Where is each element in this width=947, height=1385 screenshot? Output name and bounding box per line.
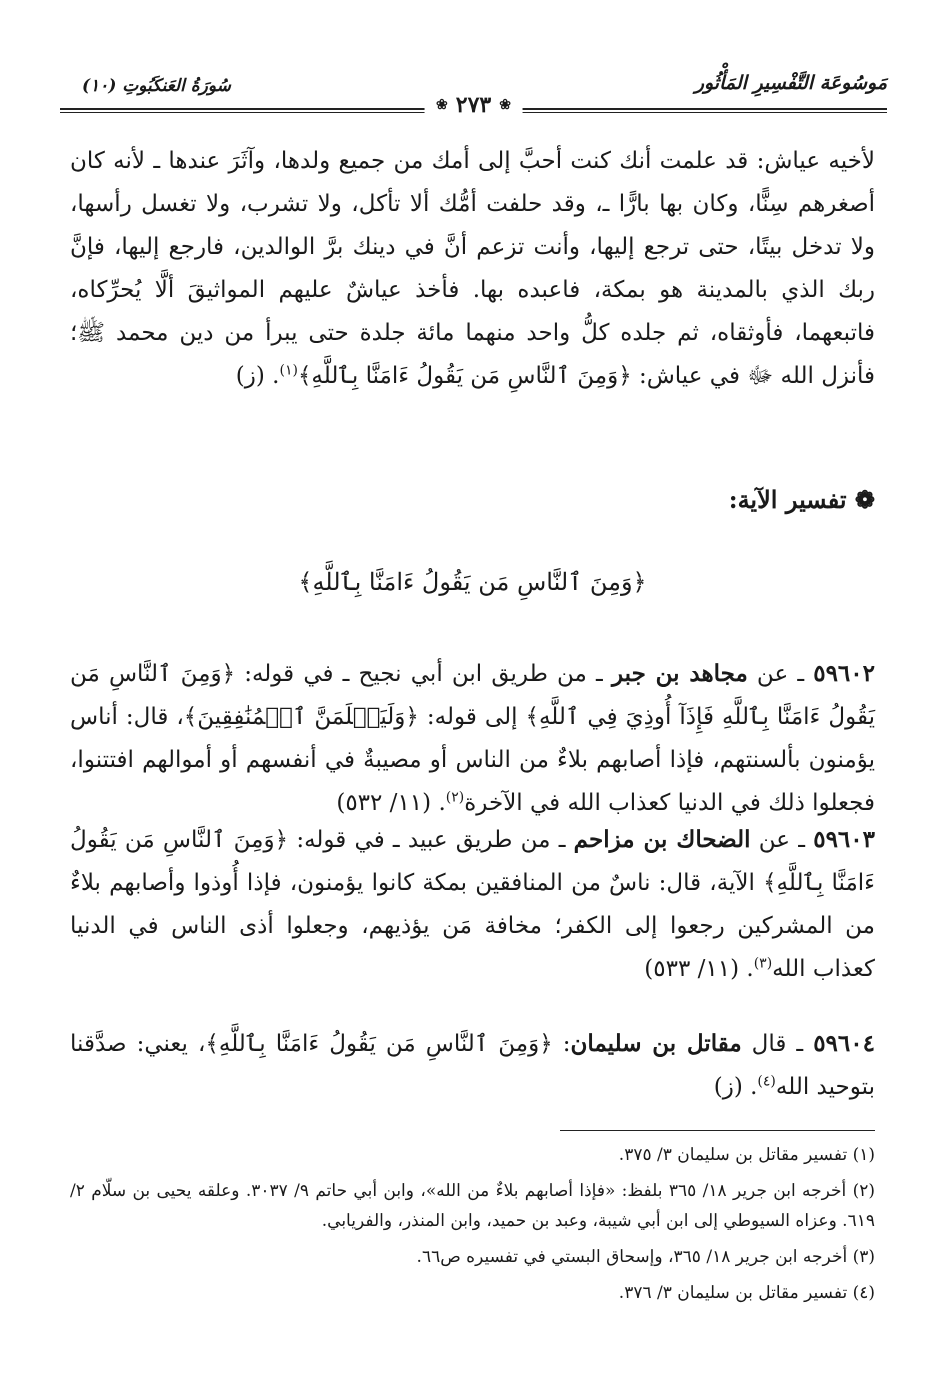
entry-number: ٥٩٦٠٣ [813, 826, 875, 853]
narrator-name: الضحاك بن مزاحم [573, 826, 751, 853]
page-number: ٢٧٣ [455, 92, 492, 118]
entry-text: : ﴿وَمِنَ ٱلنَّاسِ مَن يَقُولُ ءَامَنَّا بِٱللَّهِ﴾، يعني: صدَّقنا بتوحيد الله [70, 1031, 875, 1100]
intro-paragraph [70, 140, 875, 398]
entry-text: ـ من طريق ابن أبي نجيح ـ في قوله: ﴿وَمِنَ ٱلنَّاسِ مَن يَقُولُ ءَامَنَّا بِٱللَّهِ فَإِذَآ أُوذِيَ فِي ٱللَّهِ﴾ إلى قوله: ﴿وَلَيَعۡلَمَنَّ ٱلۡمُنَٰفِقِينَ﴾، قال: أناس يؤمنون بألسنتهم، فإذا أصابهم بلاءٌ من الناس أو مصيبةٌ في أنفسهم أو أموالهم افتتنوا، فجعلوا ذلك في الدنيا كعذاب الله في الآخرة [70, 661, 875, 816]
surah-label: سُورَةُ العَنكَبُوتِ (١٠) [82, 76, 231, 96]
footnote: (٤) تفسير مقاتل بن سليمان ٣/ ٣٧٦. [618, 1283, 875, 1303]
intro-tail: . (ز) [235, 363, 280, 389]
entry-paragraph [70, 818, 875, 991]
narrator-name: مقاتل بن سليمان [570, 1030, 742, 1057]
entry-lead: ـ قال [741, 1031, 814, 1057]
ornament-right-icon: ❀ [499, 97, 511, 113]
entry-tail: . (ز) [713, 1074, 758, 1100]
footnotes [70, 1140, 875, 1314]
footnote-ref: (٢) [445, 789, 465, 806]
entry-lead: ـ عن [750, 827, 814, 853]
footnote-ref: (٣) [753, 955, 773, 972]
ornament-left-icon: ❀ [436, 97, 448, 113]
page-number-box [424, 92, 523, 118]
entry-text: ـ من طريق عبيد ـ في قوله: ﴿وَمِنَ ٱلنَّاسِ مَن يَقُولُ ءَامَنَّا بِٱللَّهِ﴾ الآية، قال: ناسٌ من المنافقين بمكة كانوا يؤمنون، فإذا أُوذوا وأصابهم بلاءٌ من المشركين رجعوا إلى الكفر؛ مخافة مَن يؤذيهم، وجعلوا أذى الناس في الدنيا كعذاب الله [70, 827, 875, 982]
footnote-ref: (١) [279, 362, 298, 379]
book-title: مَوسُوعَة التَّفْسِيرِ المَأْثُور [694, 72, 887, 94]
footnote-ref: (٤) [757, 1073, 776, 1090]
entry-paragraph [70, 652, 875, 825]
footnote-separator [560, 1130, 875, 1131]
footnote: (٣) أخرجه ابن جرير ١٨/ ٣٦٥، وإسحاق البستي في تفسيره ص٦٦. [416, 1247, 875, 1267]
entry-number: ٥٩٦٠٤ [813, 1030, 875, 1057]
page-header [60, 62, 887, 122]
footnote: (٢) أخرجه ابن جرير ١٨/ ٣٦٥ بلفظ: «فإذا أصابهم بلاءٌ من الله»، وابن أبي حاتم ٩/ ٣٠٣٧. وعلقه يحيى بن سلّام ٢/ ٦١٩. وعزاه السيوطي إلى ابن أبي شيبة، وعبد بن حميد، وابن المنذر، والفريابي. [70, 1181, 876, 1231]
entry-tail: . (١١/ ٥٣٣) [644, 956, 754, 982]
section-title: ❁ تفسير الآية: [728, 485, 875, 514]
entry-number: ٥٩٦٠٢ [813, 660, 875, 687]
entry-paragraph [70, 1022, 875, 1109]
entry-lead: ـ عن [747, 661, 814, 687]
narrator-name: مجاهد بن جبر [611, 660, 748, 687]
intro-text: لأخيه عياش: قد علمت أنك كنت أحبَّ إلى أمك من جميع ولدها، وآثَرَ عندها ـ لأنه كان أصغرهم سِنًّا، وكان بها بارًّا ـ، وقد حلفت أمُّك ألا تأكل، ولا تشرب، ولا تغسل رأسها، ولا تدخل بيتًا، حتى ترجع إليها، وأنت تزعم أنَّ في دينك برَّ الوالدين، فارجع إليها، فإنَّ ربك الذي بالمدينة هو بمكة، فاعبده بها. فأخذ عياشٌ عليهم المواثيقَ ألَّا يُحرِّكاه، فاتبعهما، فأوثقاه، ثم جلده كلُّ واحد منهما مائة جلدة حتى يبرأ من دين محمد ﷺ؛ فأنزل الله ﷻ في عياش: ﴿وَمِنَ ٱلنَّاسِ مَن يَقُولُ ءَامَنَّا بِٱللَّهِ﴾ [70, 148, 875, 389]
entry-tail: . (١١/ ٥٣٢) [336, 790, 446, 816]
footnote: (١) تفسير مقاتل بن سليمان ٣/ ٣٧٥. [618, 1145, 875, 1165]
verse-heading: ﴿وَمِنَ ٱلنَّاسِ مَن يَقُولُ ءَامَنَّا بِٱللَّهِ﴾ [298, 568, 647, 596]
